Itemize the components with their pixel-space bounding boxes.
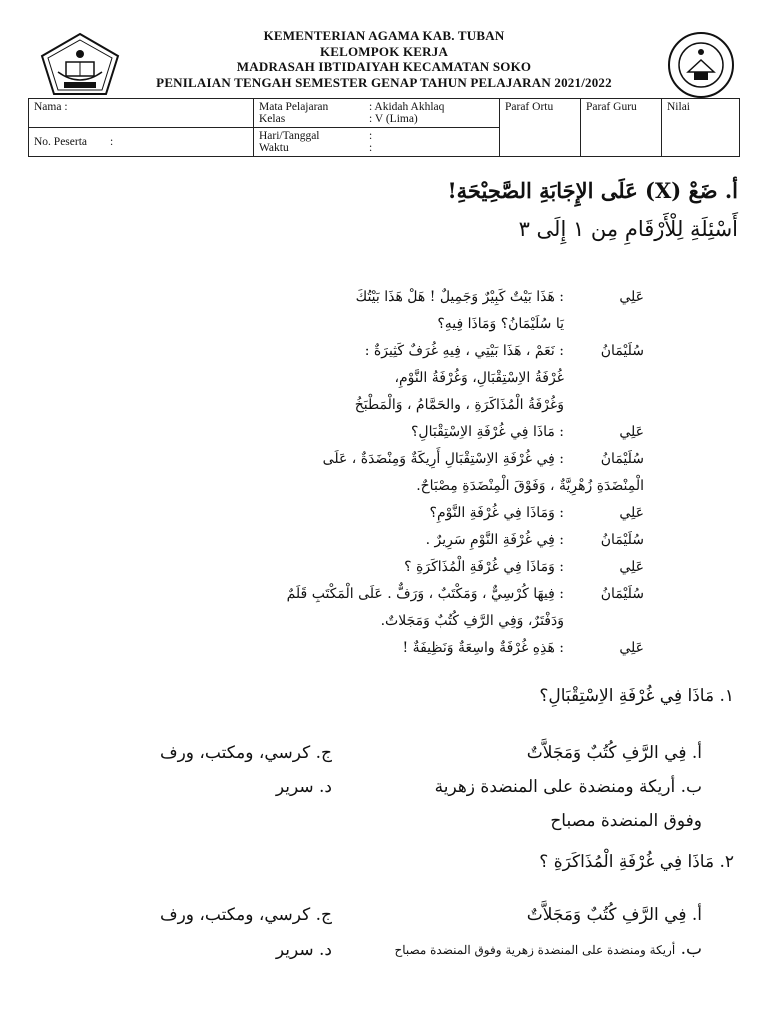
nilai-cell [662,99,740,157]
nama-label: Nama : [34,101,68,113]
mapel-label: Mata Pelajaran [259,101,329,113]
paraf-guru-cell [581,99,662,157]
nilai-label: Nilai [667,101,690,113]
option-d[interactable]: د. سرير [275,939,332,960]
hari-label: Hari/Tanggal [259,130,320,142]
header-line-2: KELOMPOK KERJA [319,43,449,59]
dialogue-text: : هَذَا بَيْتٌ كَبِيْرٌ وَجَمِيلٌ ! هَلْ هَذَا بَيْتُكَ [355,289,564,305]
header-line-4: PENILAIAN TENGAH SEMESTER GENAP TAHUN PELAJARAN 2021/2022 [156,74,612,90]
dialogue-line [204,473,644,500]
dialogue-text: : فِيهَا كُرْسِيٌّ ، وَمَكْتَبٌ ، وَرَفٌّ . عَلَى الْمَكْتَبِ قَلَمٌ [286,586,564,602]
dialogue-text: يَا سُلَيْمَانُ؟ وَمَاذَا فِيهِ؟ [437,316,564,332]
dialogue-line [204,635,644,662]
speaker: عَلِي [619,424,644,440]
dialogue-text: : مَاذَا فِي غُرْفَةِ الاِسْتِقْبَالِ؟ [410,424,564,440]
dialogue-line [204,392,644,419]
dialogue-line [204,527,644,554]
no-peserta-cell [29,128,254,157]
paraf-ortu-cell [500,99,581,157]
nama-cell [29,99,254,128]
dialogue-line [204,365,644,392]
speaker [564,311,644,338]
speaker [564,365,644,392]
hari-value: : [369,130,373,142]
option-c[interactable]: ج. كرسي، ومكتب، ورف [159,905,332,925]
hari-waktu-cell [254,128,500,157]
dialogue-line [204,311,644,338]
option-b-text: أريكة ومنضدة على المنضدة زهرية وفوق المنضدة مصباح [394,943,676,957]
dialogue-text: : هَذِهِ غُرْفَةٌ واسِعَةٌ وَنَظِيفَةٌ ! [402,640,564,656]
speaker: عَلِي [619,559,644,575]
question-2: ٢. مَاذَا فِي غُرْفَةِ الْمُذَاكَرَةِ ؟ [539,852,734,872]
dialogue-text: وَدَفْتَرٌ، وَفِي الرَّفِ كُتُبٌ وَمَجَلاتٌ. [380,613,564,629]
kelas-value: : V (Lima) [369,113,418,125]
dialogue-line [204,581,644,608]
dialogue-text: : وَمَاذَا فِي غُرْفَةِ الْمُذَاكَرَةِ ؟ [404,559,564,575]
speaker: عَلِي [619,505,644,521]
speaker: عَلِي [619,640,644,656]
dialogue-text: غُرْفَةُ الاِسْتِقْبَالِ، وَغُرْفَةُ النَّوْمِ، [394,370,564,386]
speaker: سُلَيْمَانُ [600,532,644,548]
dialogue-line [204,419,644,446]
option-a[interactable]: أ. فِي الرَّفِ كُتُبٌ وَمَجَلاَّتٌ [526,905,702,925]
instruction [98,172,738,248]
speaker [564,392,644,419]
option-b-continued: وفوق المنضدة مصباح [550,811,702,831]
dialogue-text: : فِي غُرْفَةِ النَّوْمِ سَرِيرٌ . [425,532,564,548]
waktu-label: Waktu [259,142,289,154]
option-b[interactable]: ب. أريكة ومنضدة على المنضدة زهرية [434,777,702,797]
speaker: سُلَيْمَانُ [600,586,644,602]
no-peserta-label: No. Peserta : [34,136,114,148]
dialogue [204,284,644,662]
speaker [564,608,644,635]
speaker: سُلَيْمَانُ [600,451,644,467]
dialogue-line [204,338,644,365]
mapel-cell [254,99,500,128]
option-c[interactable]: ج. كرسي، ومكتب، ورف [159,743,332,763]
question-1-options [82,736,702,838]
dialogue-text: : وَمَاذَا فِي غُرْفَةِ النَّوْمِ؟ [429,505,564,521]
question-2-options [82,898,702,967]
paraf-ortu-label: Paraf Ortu [505,101,554,113]
student-info-table [28,98,740,157]
header-line-3: MADRASAH IBTIDAIYAH KECAMATAN SOKO [236,59,532,74]
option-a[interactable]: أ. فِي الرَّفِ كُتُبٌ وَمَجَلاَّتٌ [526,743,702,763]
option-d[interactable]: د. سرير [275,777,332,797]
dialogue-line [204,554,644,581]
option-b[interactable] [332,932,702,967]
mapel-value: : Akidah Akhlaq [369,101,445,113]
dialogue-text: : فِي غُرْفَةِ الاِسْتِقْبَالِ أَرِيكَةٌ وَمِنْضَدَةٌ ، عَلَى [322,451,564,467]
dialogue-line [204,608,644,635]
speaker: سُلَيْمَانُ [600,343,644,359]
kelas-label: Kelas [259,113,286,125]
dialogue-text: الْمِنْضَدَةِ زُهْرِيَّةٌ ، وَفَوْقَ الْمِنْضَدَةِ مِصْبَاحٌ. [416,478,644,494]
dialogue-line [204,284,644,311]
dialogue-line [204,500,644,527]
option-b-prefix: ب. [680,939,702,959]
document-header [0,28,768,90]
dialogue-line [204,446,644,473]
paraf-guru-label: Paraf Guru [586,101,637,113]
instruction-line-1: أ. ضَعْ (X) عَلَى الإِجَابَةِ الصَّحِيْحَةِ! [447,178,738,203]
question-1: ١. مَاذَا فِي غُرْفَةِ الاِسْتِقْبَالِ؟ [539,686,734,706]
instruction-line-2: أَسْئِلَةِ لِلْأَرْقَامِ مِن ١ إِلَى ٣ [518,217,738,241]
speaker: عَلِي [619,289,644,305]
dialogue-text: : نَعَمْ ، هَذَا بَيْتِي ، فِيهِ غُرَفٌ كَثِيرَةٌ : [364,343,564,359]
waktu-value: : [369,142,373,154]
header-line-1: KEMENTERIAN AGAMA KAB. TUBAN [263,28,505,43]
dialogue-text: وَغُرْفَةُ الْمُذَاكَرَةِ ، والحَمَّامُ ، وَالْمَطْبَخُ [354,397,564,413]
